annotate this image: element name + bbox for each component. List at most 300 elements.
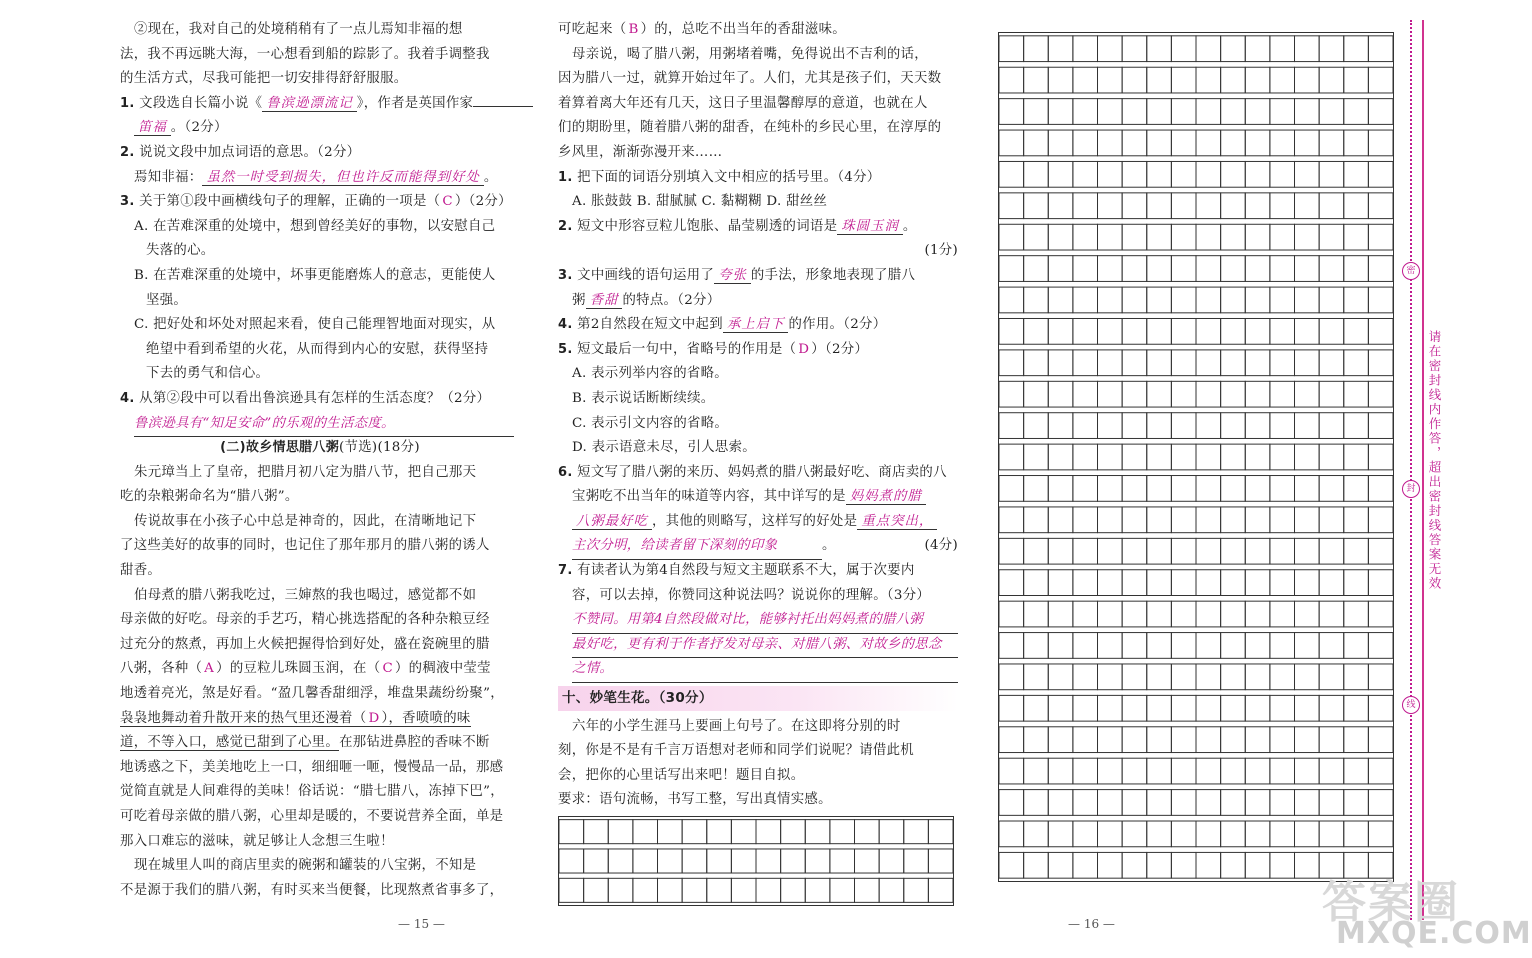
grid-cell: [1147, 758, 1172, 784]
grid-cell: [1196, 758, 1221, 784]
grid-cell: [1344, 287, 1369, 313]
option: 绝望中看到希望的火花，从而得到内心的安慰，获得坚持: [146, 341, 489, 357]
grid-cell: [1098, 695, 1123, 721]
grid-cell: [1024, 727, 1049, 753]
grid-cell: [904, 820, 929, 844]
grid-cell: [1270, 256, 1295, 282]
grid-cell: [1221, 601, 1246, 627]
grid-cell: [1024, 287, 1049, 313]
grid-cell: [1245, 413, 1270, 439]
grid-cell: [1245, 570, 1270, 596]
grid-cell: [1245, 758, 1270, 784]
score: (1分): [924, 243, 958, 259]
grid-cell: [1270, 99, 1295, 125]
grid-cell: [1344, 538, 1369, 564]
writing-grid-small[interactable]: [558, 816, 954, 906]
option: 下去的勇气和信心。: [146, 366, 270, 382]
intro-line: 法，我不再远眺大海，一心想看到船的踪影了。我着手调整我: [120, 46, 490, 62]
passage-line: 因为腊八一过，就算开始过年了。人们，尤其是孩子们，天天数: [558, 71, 942, 87]
grid-cell: [1270, 727, 1295, 753]
grid-cell: [904, 878, 929, 902]
grid-cell: [1319, 601, 1344, 627]
grid-cell: [1171, 821, 1196, 847]
grid-cell: [682, 849, 707, 873]
grid-cell: [1295, 507, 1320, 533]
grid-cell: [999, 36, 1024, 62]
passage-line: 母亲做的好吃。母亲的手艺巧，精心挑选搭配的各种杂粮豆经: [120, 612, 490, 628]
grid-cell: [1245, 476, 1270, 502]
grid-cell: [1319, 130, 1344, 156]
grid-cell: [633, 820, 658, 844]
grid-cell: [1171, 695, 1196, 721]
grid-cell: [1147, 444, 1172, 470]
grid-cell: [1245, 664, 1270, 690]
option: C. 把好处和坏处对照起来看，使自己能理智地面对现实，从: [134, 317, 496, 333]
grid-cell: [999, 821, 1024, 847]
grid-cell: [1048, 161, 1073, 187]
grid-cell: [1245, 444, 1270, 470]
grid-cell: [1295, 99, 1320, 125]
grid-cell: [1295, 790, 1320, 816]
grid-cell: [1196, 601, 1221, 627]
seal-notice: 请在密封线内作答，超出密封线答案无效: [1427, 330, 1442, 591]
grid-cell: [1295, 193, 1320, 219]
grid-cell: [1344, 224, 1369, 250]
grid-cell: [1245, 287, 1270, 313]
grid-cell: [1319, 193, 1344, 219]
prompt-line: 六年的小学生涯马上要画上句号了。在这即将分别的时: [572, 718, 901, 734]
option: A. 在苦难深重的处境中，想到曾经美好的事物，以安慰自己: [134, 218, 496, 234]
grid-cell: [1196, 507, 1221, 533]
passage-line: 吃的杂粮粥命名为“腊八粥”。: [120, 489, 299, 505]
grid-cell: [1122, 601, 1147, 627]
grid-cell: [1048, 695, 1073, 721]
grid-lines: [999, 33, 1393, 881]
grid-cell: [1098, 444, 1123, 470]
grid-cell: [1245, 821, 1270, 847]
passage-line-underlined: 袅袅地舞动着升散开来的热气里还漫着（ D ），香喷喷的味: [120, 710, 471, 726]
grid-cell: [1171, 193, 1196, 219]
grid-cell: [1196, 570, 1221, 596]
middle-column: [558, 18, 958, 813]
grid-cell: [999, 287, 1024, 313]
grid-cell: [879, 820, 904, 844]
question-4-answer: 鲁滨逊具有“知足安命”的乐观的生活态度。: [120, 412, 520, 437]
grid-cell: [1270, 413, 1295, 439]
grid-cell: [1024, 224, 1049, 250]
grid-cell: [1319, 727, 1344, 753]
grid-cell: [1295, 758, 1320, 784]
grid-cell: [1344, 161, 1369, 187]
grid-cell: [1098, 99, 1123, 125]
passage-line: 着算着离大年还有几天，这日子里温馨醇厚的意道，也就在人: [558, 95, 928, 111]
grid-cell: [1073, 507, 1098, 533]
grid-cell: [999, 476, 1024, 502]
answer-blank: 妈妈煮的腊: [846, 489, 926, 505]
grid-cell: [1221, 287, 1246, 313]
grid-cell: [1319, 664, 1344, 690]
question-2: 2. 说说文段中加点词语的意思。（2分）: [120, 144, 361, 160]
grid-cell: [1344, 601, 1369, 627]
grid-cell: [1171, 790, 1196, 816]
grid-cell: [1295, 633, 1320, 659]
grid-cell: [879, 878, 904, 902]
grid-cell: [1048, 67, 1073, 93]
grid-cell: [1073, 193, 1098, 219]
grid-cell: [1171, 476, 1196, 502]
grid-cell: [1147, 350, 1172, 376]
grid-cell: [781, 878, 806, 902]
grid-cell: [1024, 381, 1049, 407]
grid-cell: [1048, 601, 1073, 627]
grid-cell: [1344, 695, 1369, 721]
grid-cell: [1270, 476, 1295, 502]
grid-cell: [1221, 130, 1246, 156]
grid-cell: [1344, 193, 1369, 219]
grid-cell: [1245, 538, 1270, 564]
grid-cell: [1245, 67, 1270, 93]
grid-cell: [1221, 570, 1246, 596]
grid-cell: [1024, 130, 1049, 156]
passage-line: 了这些美好的故事的同时，也记住了那年那月的腊八粥的诱人: [120, 538, 490, 554]
grid-cell: [1122, 318, 1147, 344]
grid-cell: [1368, 350, 1393, 376]
prompt-line: 会，把你的心里话写出来吧！题目自拟。: [558, 767, 805, 783]
grid-cell: [830, 849, 855, 873]
grid-cell: [1295, 727, 1320, 753]
grid-cell: [1221, 350, 1246, 376]
grid-cell: [1122, 36, 1147, 62]
grid-cell: [756, 820, 781, 844]
passage-line: 可吃着母亲做的腊八粥，心里却是暖的，不要说营养全面，单是: [120, 809, 504, 824]
grid-cell: [1344, 633, 1369, 659]
grid-cell: [1122, 350, 1147, 376]
grid-cell: [1122, 507, 1147, 533]
grid-cell: [1196, 381, 1221, 407]
grid-cell: [1024, 161, 1049, 187]
grid-cell: [1245, 36, 1270, 62]
passage-line: 觉简直就是人间难得的美味！俗话说：“腊七腊八，冻掉下巴”，: [120, 784, 504, 800]
passage-line: 伯母煮的腊八粥我吃过，三婶熬的我也喝过，感觉都不如: [134, 587, 477, 603]
grid-cell: [1098, 507, 1123, 533]
grid-cell: [1245, 790, 1270, 816]
grid-cell: [1048, 664, 1073, 690]
question-1: 1. 文段选自长篇小说《 鲁滨逊漂流记 》，作者是英国作家: [120, 92, 520, 117]
grid-cell: [1048, 130, 1073, 156]
grid-cell: [1368, 507, 1393, 533]
grid-cell: [1122, 256, 1147, 282]
grid-cell: [1221, 507, 1246, 533]
grid-cell: [1245, 852, 1270, 878]
grid-cell: [1171, 67, 1196, 93]
grid-cell: [1122, 99, 1147, 125]
grid-cell: [1319, 507, 1344, 533]
grid-cell: [1171, 256, 1196, 282]
grid-cell: [1196, 224, 1221, 250]
grid-cell: [999, 224, 1024, 250]
passage-line-blank: 可吃起来（ B ）的，总吃不出当年的香甜滋味。: [558, 22, 846, 37]
grid-cell: [999, 507, 1024, 533]
grid-cell: [999, 570, 1024, 596]
answer-blank: 笛福: [134, 120, 171, 136]
grid-cell: [1024, 256, 1049, 282]
grid-cell: [1048, 727, 1073, 753]
grid-cell: [1073, 601, 1098, 627]
grid-cell: [1270, 224, 1295, 250]
grid-cell: [1295, 444, 1320, 470]
grid-cell: [1073, 444, 1098, 470]
grid-cell: [1270, 381, 1295, 407]
question-1-cont: 笛福 。（2分）: [120, 116, 520, 141]
question-3-cont: 粥 香甜 的特点。（2分）: [572, 292, 721, 308]
grid-cell: [1319, 538, 1344, 564]
option: 失落的心。: [146, 243, 215, 259]
grid-cell: [1098, 318, 1123, 344]
grid-cell: [1344, 381, 1369, 407]
grid-cell: [584, 820, 609, 844]
grid-cell: [1048, 287, 1073, 313]
grid-cell: [1073, 99, 1098, 125]
grid-cell: [1024, 758, 1049, 784]
grid-cell: [756, 849, 781, 873]
question-7-cont: 容，可以去掉，你赞同这种说法吗？说说你的理解。（3分）: [572, 587, 931, 603]
grid-cell: [1221, 790, 1246, 816]
grid-cell: [1171, 224, 1196, 250]
question-6: 6. 短文写了腊八粥的来历、妈妈煮的腊八粥最好吃、商店卖的八: [558, 464, 947, 480]
grid-cell: [1147, 821, 1172, 847]
grid-cell: [1147, 413, 1172, 439]
grid-cell: [1122, 727, 1147, 753]
grid-cell: [1221, 413, 1246, 439]
grid-cell: [928, 878, 953, 902]
grid-cell: [584, 849, 609, 873]
grid-cell: [1073, 538, 1098, 564]
grid-cell: [999, 318, 1024, 344]
grid-cell: [1024, 444, 1049, 470]
grid-cell: [682, 820, 707, 844]
grid-cell: [1196, 99, 1221, 125]
grid-cell: [1368, 758, 1393, 784]
grid-cell: [1122, 287, 1147, 313]
grid-cell: [1196, 413, 1221, 439]
grid-cell: [1295, 67, 1320, 93]
grid-cell: [1319, 67, 1344, 93]
grid-cell: [1319, 287, 1344, 313]
grid-cell: [633, 878, 658, 902]
option: B. 在苦难深重的处境中，坏事更能磨炼人的意志，更能使人: [134, 267, 496, 283]
grid-cell: [1073, 695, 1098, 721]
grid-cell: [1098, 381, 1123, 407]
grid-cell: [928, 820, 953, 844]
passage-line-blanks: 八粥，各种（ A ）的豆粒儿珠圆玉润，在（ C ）的稠液中莹莹: [120, 661, 491, 677]
grid-cell: [731, 849, 756, 873]
grid-cell: [1073, 758, 1098, 784]
grid-cell: [1098, 476, 1123, 502]
passage-line: 乡风里，渐渐弥漫开来……: [558, 144, 723, 160]
grid-cell: [1221, 36, 1246, 62]
grid-cell: [608, 849, 633, 873]
grid-cell: [1171, 538, 1196, 564]
grid-cell: [1171, 633, 1196, 659]
grid-cell: [1368, 161, 1393, 187]
grid-cell: [1270, 758, 1295, 784]
answer-blank: 承上启下: [723, 317, 789, 333]
grid-cell: [1196, 318, 1221, 344]
grid-cell: [1319, 790, 1344, 816]
grid-cell: [1221, 476, 1246, 502]
answer-blank: 珠圆玉润: [837, 219, 903, 235]
grid-cell: [1295, 570, 1320, 596]
grid-cell: [1245, 161, 1270, 187]
grid-cell: [1221, 318, 1246, 344]
grid-cell: [1048, 538, 1073, 564]
grid-cell: [1098, 350, 1123, 376]
grid-lines: [559, 817, 953, 905]
grid-cell: [1295, 538, 1320, 564]
grid-cell: [1122, 633, 1147, 659]
grid-cell: [559, 878, 584, 902]
grid-cell: [1270, 36, 1295, 62]
intro-line: 的生活方式，尽我可能把一切安排得舒舒服服。: [120, 71, 408, 87]
grid-cell: [707, 878, 732, 902]
grid-cell: [999, 381, 1024, 407]
question-2: 2. 短文中形容豆粒儿饱胀、晶莹剔透的词语是 珠圆玉润 。: [558, 218, 917, 234]
grid-cell: [1122, 130, 1147, 156]
grid-cell: [1024, 476, 1049, 502]
grid-cell: [1270, 193, 1295, 219]
grid-cell: [1196, 664, 1221, 690]
grid-cell: [1196, 350, 1221, 376]
grid-cell: [879, 849, 904, 873]
grid-cell: [1024, 821, 1049, 847]
grid-cell: [1048, 193, 1073, 219]
passage-line: 地透着亮光，煞是好看。“盈几馨香甜细浮，堆盘果蔬纷纷聚”，: [120, 686, 504, 702]
grid-cell: [1221, 695, 1246, 721]
grid-cell: [1073, 664, 1098, 690]
question-7-answer: 不赞同。用第4自然段做对比，能够衬托出妈妈煮的腊八粥: [558, 608, 958, 633]
answer-blank: 鲁滨逊漂流记: [262, 96, 356, 112]
grid-cell: [1098, 130, 1123, 156]
grid-cell: [1098, 727, 1123, 753]
grid-cell: [1122, 381, 1147, 407]
question-7-answer: 之情。: [558, 657, 958, 682]
grid-cell: [1221, 256, 1246, 282]
option: D. 表示语意未尽，引人思索。: [572, 440, 756, 456]
grid-cell: [1344, 130, 1369, 156]
grid-cell: [999, 130, 1024, 156]
grid-cell: [1368, 224, 1393, 250]
grid-cell: [1048, 852, 1073, 878]
grid-cell: [1122, 790, 1147, 816]
grid-cell: [1171, 130, 1196, 156]
grid-cell: [1221, 538, 1246, 564]
grid-cell: [1147, 224, 1172, 250]
grid-cell: [855, 820, 880, 844]
grid-cell: [1122, 821, 1147, 847]
grid-cell: [1122, 224, 1147, 250]
grid-cell: [1024, 193, 1049, 219]
grid-cell: [999, 413, 1024, 439]
grid-cell: [1147, 36, 1172, 62]
grid-cell: [1073, 570, 1098, 596]
grid-cell: [1147, 852, 1172, 878]
passage-line: 那入口难忘的滋味，就足够让人念想三生啦！: [120, 833, 394, 849]
grid-cell: [559, 849, 584, 873]
prompt-line: 刻，你是不是有千言万语想对老师和同学们说呢？请借此机: [558, 743, 914, 759]
grid-cell: [1048, 633, 1073, 659]
grid-cell: [1270, 538, 1295, 564]
grid-cell: [1073, 130, 1098, 156]
question-7-answer: 最好吃，更有利于作者抒发对母亲、对腊八粥、对故乡的思念: [558, 633, 958, 658]
word-options: A. 胀鼓鼓 B. 甜腻腻 C. 黏糊糊 D. 甜丝丝: [572, 194, 828, 210]
grid-cell: [1122, 695, 1147, 721]
grid-cell: [1122, 413, 1147, 439]
grid-cell: [1024, 99, 1049, 125]
passage-line: 甜香。: [120, 563, 162, 579]
seal-dotted-line: [1410, 20, 1412, 920]
grid-cell: [999, 350, 1024, 376]
requirement: 要求：语句流畅，书写工整，写出真情实感。: [558, 792, 832, 808]
grid-cell: [1319, 350, 1344, 376]
question-6-cont: 宝粥吃不出当年的味道等内容，其中详写的是 妈妈煮的腊: [558, 485, 958, 510]
writing-grid-large[interactable]: [998, 32, 1394, 882]
grid-cell: [1024, 36, 1049, 62]
grid-cell: [1319, 821, 1344, 847]
grid-cell: [1295, 287, 1320, 313]
grid-cell: [1048, 790, 1073, 816]
grid-cell: [608, 820, 633, 844]
passage-line: 朱元璋当上了皇帝，把腊月初八定为腊八节，把自己那天: [134, 464, 477, 480]
option: C. 表示引文内容的省略。: [572, 415, 729, 431]
grid-cell: [1171, 852, 1196, 878]
question-4: 4. 第2自然段在短文中起到 承上启下 的作用。（2分）: [558, 317, 887, 333]
grid-cell: [1368, 318, 1393, 344]
option: A. 表示列举内容的省略。: [572, 366, 728, 382]
grid-cell: [731, 878, 756, 902]
grid-cell: [1122, 193, 1147, 219]
watermark-text: 答案圈: [1322, 877, 1460, 928]
grid-cell: [1048, 507, 1073, 533]
question-6-cont: 主次分明，给读者留下深刻的印象 。 (4分): [558, 534, 958, 559]
answer-blank: 虽然一时受到损失，但也许反而能得到好处: [202, 170, 483, 186]
grid-cell: [1073, 852, 1098, 878]
grid-cell: [805, 878, 830, 902]
grid-cell: [1295, 695, 1320, 721]
grid-cell: [1171, 664, 1196, 690]
grid-cell: [1171, 727, 1196, 753]
grid-cell: [1073, 224, 1098, 250]
grid-cell: [1171, 350, 1196, 376]
grid-cell: [1368, 538, 1393, 564]
passage-line: 现在城里人叫的商店里卖的碗粥和罐装的八宝粥，不知是: [134, 858, 477, 874]
question-5: 5. 短文最后一句中，省略号的作用是（ D ）（2分）: [558, 341, 869, 357]
grid-cell: [756, 878, 781, 902]
grid-cell: [1122, 444, 1147, 470]
grid-cell: [1344, 758, 1369, 784]
grid-cell: [1245, 350, 1270, 376]
grid-cell: [1221, 852, 1246, 878]
grid-cell: [999, 193, 1024, 219]
grid-cell: [608, 878, 633, 902]
grid-cell: [781, 849, 806, 873]
grid-cell: [999, 161, 1024, 187]
grid-cell: [1295, 161, 1320, 187]
grid-cell: [1368, 444, 1393, 470]
grid-cell: [1344, 318, 1369, 344]
grid-cell: [1245, 256, 1270, 282]
passage-line: 们的期盼里，随着腊八粥的甜香，在纯朴的乡民心里，在淳厚的: [558, 120, 942, 136]
grid-cell: [1073, 821, 1098, 847]
